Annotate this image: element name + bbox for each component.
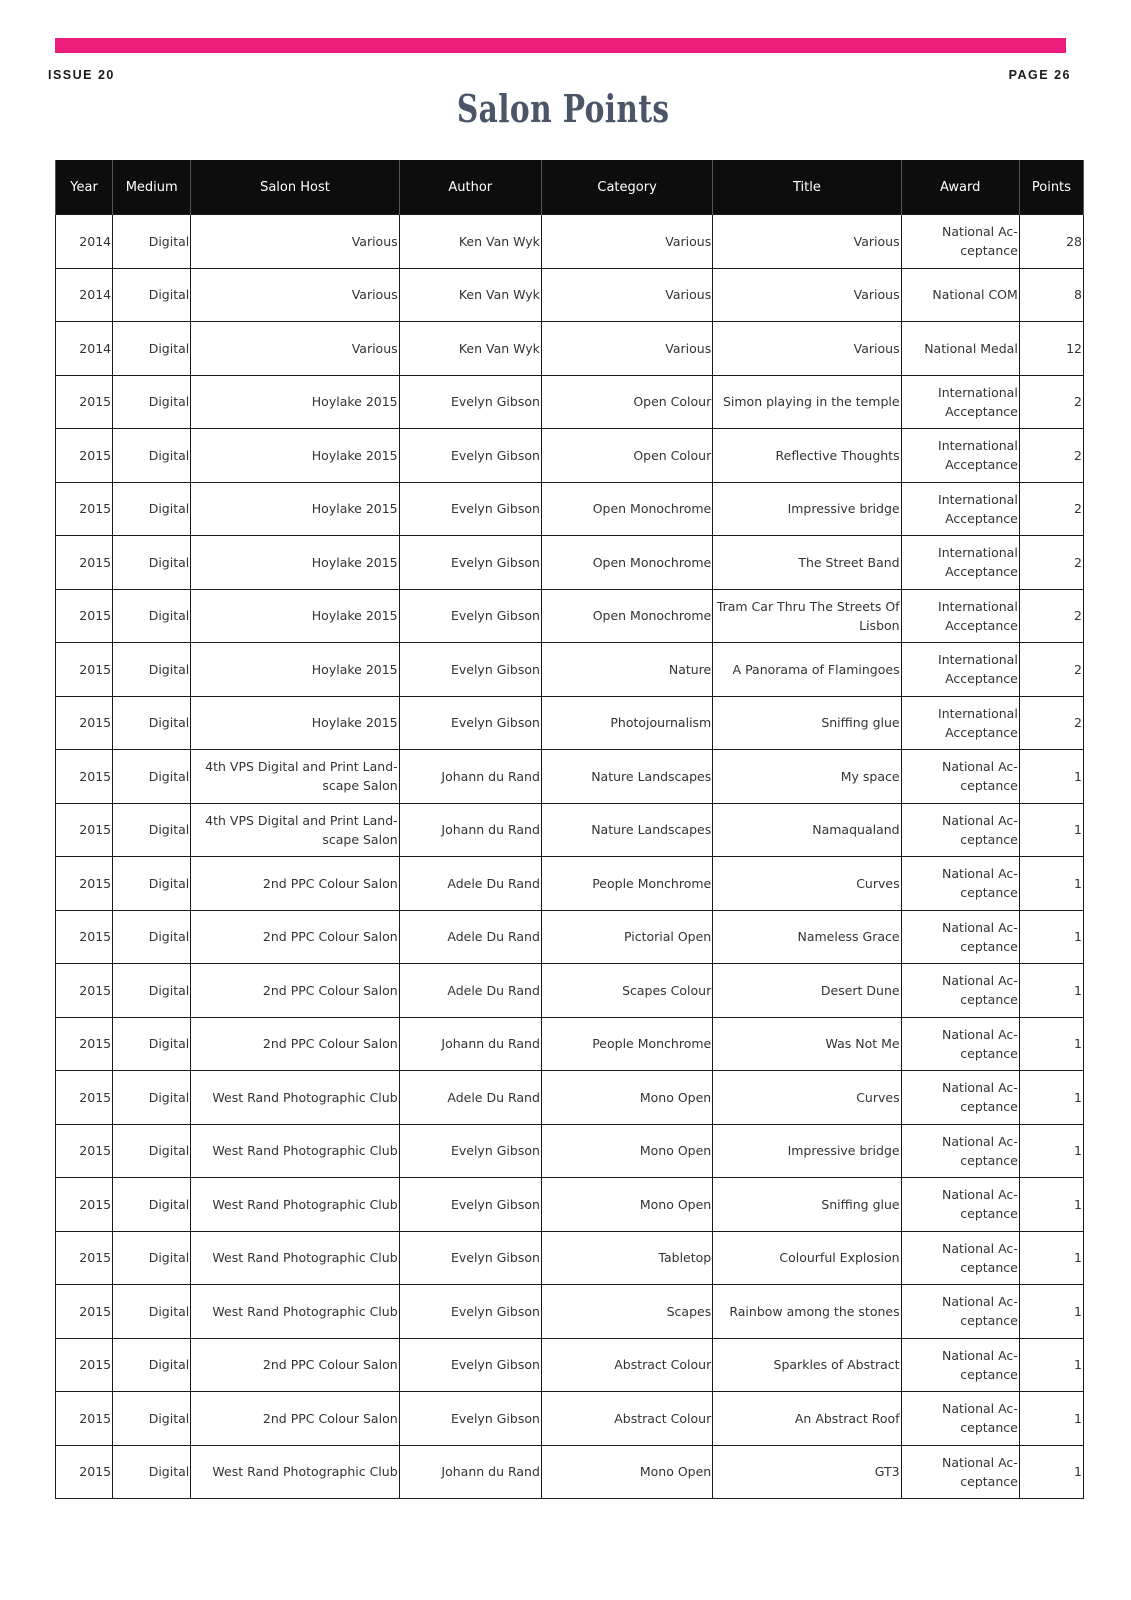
cell-salon-host: Hoylake 2015: [191, 482, 399, 536]
cell-title: Various: [713, 322, 901, 376]
salon-points-table: [55, 160, 1084, 1499]
cell-category: Open Monochrome: [541, 589, 712, 643]
table-row: [56, 1445, 1084, 1499]
cell-category: Scapes Colour: [541, 964, 712, 1018]
table-row: [56, 803, 1084, 857]
cell-medium: Digital: [113, 268, 191, 322]
cell-points: 1: [1019, 1445, 1083, 1499]
cell-title: Reflective Thoughts: [713, 429, 901, 483]
cell-author: Evelyn Gibson: [399, 429, 541, 483]
table-body: [56, 215, 1084, 1499]
cell-points: 28: [1019, 215, 1083, 269]
cell-medium: Digital: [113, 322, 191, 376]
cell-author: Johann du Rand: [399, 1445, 541, 1499]
cell-award: International Acceptance: [901, 536, 1019, 590]
cell-category: Pictorial Open: [541, 910, 712, 964]
cell-award: International Acceptance: [901, 589, 1019, 643]
cell-medium: Digital: [113, 857, 191, 911]
table-row: [56, 1017, 1084, 1071]
cell-title: The Street Band: [713, 536, 901, 590]
table-row: [56, 1124, 1084, 1178]
cell-author: Johann du Rand: [399, 750, 541, 804]
cell-salon-host: 4th VPS Digital and Print Land-scape Salon: [191, 750, 399, 804]
cell-points: 8: [1019, 268, 1083, 322]
cell-category: Nature: [541, 643, 712, 697]
cell-year: 2015: [56, 1017, 113, 1071]
table-row: [56, 643, 1084, 697]
cell-title: Simon playing in the temple: [713, 375, 901, 429]
cell-author: Evelyn Gibson: [399, 1285, 541, 1339]
cell-year: 2015: [56, 1178, 113, 1232]
cell-points: 1: [1019, 1124, 1083, 1178]
table-row: [56, 375, 1084, 429]
cell-category: Open Colour: [541, 429, 712, 483]
column-header-category: Category: [541, 160, 712, 215]
cell-category: Photojournalism: [541, 696, 712, 750]
cell-category: People Monchrome: [541, 1017, 712, 1071]
cell-year: 2015: [56, 1285, 113, 1339]
cell-category: Abstract Colour: [541, 1338, 712, 1392]
cell-award: National Ac-ceptance: [901, 857, 1019, 911]
cell-year: 2015: [56, 536, 113, 590]
table-row: [56, 1071, 1084, 1125]
cell-medium: Digital: [113, 1124, 191, 1178]
cell-medium: Digital: [113, 803, 191, 857]
accent-bar: [55, 38, 1066, 53]
cell-title: Rainbow among the stones: [713, 1285, 901, 1339]
cell-year: 2015: [56, 803, 113, 857]
cell-title: Was Not Me: [713, 1017, 901, 1071]
cell-award: International Acceptance: [901, 429, 1019, 483]
cell-medium: Digital: [113, 696, 191, 750]
cell-category: Scapes: [541, 1285, 712, 1339]
cell-author: Evelyn Gibson: [399, 1178, 541, 1232]
cell-award: National Ac-ceptance: [901, 750, 1019, 804]
table-header-row: [56, 160, 1084, 215]
cell-year: 2014: [56, 322, 113, 376]
table-row: [56, 429, 1084, 483]
cell-salon-host: 4th VPS Digital and Print Land-scape Salon: [191, 803, 399, 857]
cell-medium: Digital: [113, 429, 191, 483]
cell-medium: Digital: [113, 1445, 191, 1499]
cell-medium: Digital: [113, 1392, 191, 1446]
cell-points: 2: [1019, 643, 1083, 697]
cell-year: 2015: [56, 910, 113, 964]
cell-salon-host: Various: [191, 215, 399, 269]
cell-points: 2: [1019, 482, 1083, 536]
cell-title: Curves: [713, 857, 901, 911]
cell-salon-host: West Rand Photographic Club: [191, 1285, 399, 1339]
page-number: PAGE 26: [1008, 68, 1071, 82]
cell-author: Evelyn Gibson: [399, 1392, 541, 1446]
cell-year: 2014: [56, 268, 113, 322]
cell-award: International Acceptance: [901, 643, 1019, 697]
cell-year: 2015: [56, 375, 113, 429]
column-header-salon-host: Salon Host: [191, 160, 399, 215]
cell-year: 2015: [56, 1445, 113, 1499]
cell-year: 2015: [56, 643, 113, 697]
page-title: Salon Points: [456, 86, 670, 131]
cell-salon-host: 2nd PPC Colour Salon: [191, 857, 399, 911]
cell-year: 2015: [56, 1392, 113, 1446]
cell-salon-host: Hoylake 2015: [191, 696, 399, 750]
column-header-author: Author: [399, 160, 541, 215]
cell-year: 2015: [56, 482, 113, 536]
cell-points: 1: [1019, 1231, 1083, 1285]
cell-award: National COM: [901, 268, 1019, 322]
cell-award: National Ac-ceptance: [901, 1285, 1019, 1339]
cell-salon-host: 2nd PPC Colour Salon: [191, 910, 399, 964]
cell-medium: Digital: [113, 910, 191, 964]
cell-category: Open Colour: [541, 375, 712, 429]
cell-author: Ken Van Wyk: [399, 268, 541, 322]
cell-title: GT3: [713, 1445, 901, 1499]
cell-points: 2: [1019, 696, 1083, 750]
table-row: [56, 910, 1084, 964]
cell-year: 2014: [56, 215, 113, 269]
cell-points: 2: [1019, 375, 1083, 429]
cell-author: Adele Du Rand: [399, 857, 541, 911]
cell-author: Evelyn Gibson: [399, 482, 541, 536]
cell-salon-host: 2nd PPC Colour Salon: [191, 1392, 399, 1446]
cell-medium: Digital: [113, 1338, 191, 1392]
cell-salon-host: Hoylake 2015: [191, 375, 399, 429]
cell-points: 1: [1019, 1071, 1083, 1125]
cell-author: Evelyn Gibson: [399, 589, 541, 643]
cell-author: Ken Van Wyk: [399, 215, 541, 269]
cell-year: 2015: [56, 1071, 113, 1125]
table-row: [56, 1178, 1084, 1232]
cell-year: 2015: [56, 696, 113, 750]
cell-award: National Ac-ceptance: [901, 964, 1019, 1018]
cell-author: Evelyn Gibson: [399, 696, 541, 750]
cell-salon-host: Hoylake 2015: [191, 536, 399, 590]
cell-year: 2015: [56, 964, 113, 1018]
cell-salon-host: Various: [191, 322, 399, 376]
cell-points: 1: [1019, 1392, 1083, 1446]
issue-number: ISSUE 20: [48, 68, 115, 82]
cell-points: 1: [1019, 964, 1083, 1018]
cell-title: Impressive bridge: [713, 1124, 901, 1178]
cell-salon-host: West Rand Photographic Club: [191, 1231, 399, 1285]
cell-medium: Digital: [113, 1285, 191, 1339]
cell-award: National Ac-ceptance: [901, 1338, 1019, 1392]
cell-medium: Digital: [113, 589, 191, 643]
cell-points: 2: [1019, 536, 1083, 590]
cell-award: National Ac-ceptance: [901, 1178, 1019, 1232]
cell-medium: Digital: [113, 750, 191, 804]
cell-author: Evelyn Gibson: [399, 1231, 541, 1285]
cell-points: 1: [1019, 1285, 1083, 1339]
cell-medium: Digital: [113, 964, 191, 1018]
column-header-year: Year: [56, 160, 113, 215]
cell-year: 2015: [56, 429, 113, 483]
cell-category: Open Monochrome: [541, 536, 712, 590]
cell-author: Evelyn Gibson: [399, 643, 541, 697]
cell-author: Ken Van Wyk: [399, 322, 541, 376]
cell-award: National Ac-ceptance: [901, 1231, 1019, 1285]
cell-salon-host: West Rand Photographic Club: [191, 1445, 399, 1499]
cell-category: Various: [541, 215, 712, 269]
cell-salon-host: 2nd PPC Colour Salon: [191, 1017, 399, 1071]
cell-salon-host: Hoylake 2015: [191, 643, 399, 697]
cell-award: International Acceptance: [901, 696, 1019, 750]
cell-category: Nature Landscapes: [541, 803, 712, 857]
cell-salon-host: West Rand Photographic Club: [191, 1178, 399, 1232]
cell-award: International Acceptance: [901, 375, 1019, 429]
cell-title: Curves: [713, 1071, 901, 1125]
column-header-medium: Medium: [113, 160, 191, 215]
cell-medium: Digital: [113, 215, 191, 269]
cell-title: Various: [713, 215, 901, 269]
cell-points: 1: [1019, 803, 1083, 857]
cell-category: People Monchrome: [541, 857, 712, 911]
table-row: [56, 322, 1084, 376]
cell-year: 2015: [56, 1231, 113, 1285]
cell-category: Various: [541, 322, 712, 376]
cell-category: Abstract Colour: [541, 1392, 712, 1446]
cell-salon-host: West Rand Photographic Club: [191, 1071, 399, 1125]
cell-points: 1: [1019, 750, 1083, 804]
table-row: [56, 696, 1084, 750]
table-row: [56, 482, 1084, 536]
cell-medium: Digital: [113, 482, 191, 536]
cell-medium: Digital: [113, 1231, 191, 1285]
cell-award: National Ac-ceptance: [901, 910, 1019, 964]
cell-category: Tabletop: [541, 1231, 712, 1285]
cell-category: Mono Open: [541, 1124, 712, 1178]
cell-salon-host: Hoylake 2015: [191, 589, 399, 643]
cell-category: Mono Open: [541, 1178, 712, 1232]
table-row: [56, 215, 1084, 269]
cell-medium: Digital: [113, 1017, 191, 1071]
cell-year: 2015: [56, 589, 113, 643]
table-row: [56, 964, 1084, 1018]
cell-author: Evelyn Gibson: [399, 1124, 541, 1178]
cell-award: National Ac-ceptance: [901, 1071, 1019, 1125]
cell-salon-host: 2nd PPC Colour Salon: [191, 1338, 399, 1392]
cell-medium: Digital: [113, 1178, 191, 1232]
table-row: [56, 268, 1084, 322]
cell-award: National Ac-ceptance: [901, 1445, 1019, 1499]
cell-author: Evelyn Gibson: [399, 536, 541, 590]
cell-title: Sniffing glue: [713, 696, 901, 750]
cell-salon-host: Hoylake 2015: [191, 429, 399, 483]
cell-medium: Digital: [113, 1071, 191, 1125]
cell-medium: Digital: [113, 375, 191, 429]
cell-salon-host: Various: [191, 268, 399, 322]
cell-award: International Acceptance: [901, 482, 1019, 536]
table-row: [56, 536, 1084, 590]
cell-author: Adele Du Rand: [399, 1071, 541, 1125]
cell-title: Tram Car Thru The Streets Of Lisbon: [713, 589, 901, 643]
cell-medium: Digital: [113, 643, 191, 697]
cell-award: National Medal: [901, 322, 1019, 376]
cell-title: Sparkles of Abstract: [713, 1338, 901, 1392]
cell-title: Sniffing glue: [713, 1178, 901, 1232]
cell-award: National Ac-ceptance: [901, 1017, 1019, 1071]
cell-title: Impressive bridge: [713, 482, 901, 536]
cell-award: National Ac-ceptance: [901, 803, 1019, 857]
cell-author: Johann du Rand: [399, 1017, 541, 1071]
table-row: [56, 1338, 1084, 1392]
cell-title: Namaqualand: [713, 803, 901, 857]
cell-author: Adele Du Rand: [399, 964, 541, 1018]
cell-medium: Digital: [113, 536, 191, 590]
cell-award: National Ac-ceptance: [901, 1392, 1019, 1446]
column-header-points: Points: [1019, 160, 1083, 215]
cell-title: A Panorama of Flamingoes: [713, 643, 901, 697]
cell-title: Desert Dune: [713, 964, 901, 1018]
cell-title: An Abstract Roof: [713, 1392, 901, 1446]
cell-category: Mono Open: [541, 1445, 712, 1499]
cell-points: 2: [1019, 589, 1083, 643]
cell-category: Mono Open: [541, 1071, 712, 1125]
cell-award: National Ac-ceptance: [901, 1124, 1019, 1178]
table-row: [56, 750, 1084, 804]
cell-author: Johann du Rand: [399, 803, 541, 857]
cell-award: National Ac-ceptance: [901, 215, 1019, 269]
cell-category: Open Monochrome: [541, 482, 712, 536]
column-header-award: Award: [901, 160, 1019, 215]
cell-points: 2: [1019, 429, 1083, 483]
cell-title: Nameless Grace: [713, 910, 901, 964]
cell-author: Adele Du Rand: [399, 910, 541, 964]
cell-author: Evelyn Gibson: [399, 1338, 541, 1392]
cell-points: 12: [1019, 322, 1083, 376]
table-row: [56, 1285, 1084, 1339]
column-header-title: Title: [713, 160, 901, 215]
cell-category: Various: [541, 268, 712, 322]
cell-year: 2015: [56, 857, 113, 911]
cell-title: Various: [713, 268, 901, 322]
table-row: [56, 589, 1084, 643]
cell-year: 2015: [56, 750, 113, 804]
cell-points: 1: [1019, 857, 1083, 911]
cell-title: Colourful Explosion: [713, 1231, 901, 1285]
cell-points: 1: [1019, 1338, 1083, 1392]
table-row: [56, 857, 1084, 911]
table-row: [56, 1392, 1084, 1446]
table-row: [56, 1231, 1084, 1285]
cell-author: Evelyn Gibson: [399, 375, 541, 429]
cell-points: 1: [1019, 910, 1083, 964]
cell-year: 2015: [56, 1338, 113, 1392]
cell-points: 1: [1019, 1178, 1083, 1232]
cell-salon-host: West Rand Photographic Club: [191, 1124, 399, 1178]
cell-year: 2015: [56, 1124, 113, 1178]
cell-points: 1: [1019, 1017, 1083, 1071]
cell-salon-host: 2nd PPC Colour Salon: [191, 964, 399, 1018]
cell-category: Nature Landscapes: [541, 750, 712, 804]
cell-title: My space: [713, 750, 901, 804]
